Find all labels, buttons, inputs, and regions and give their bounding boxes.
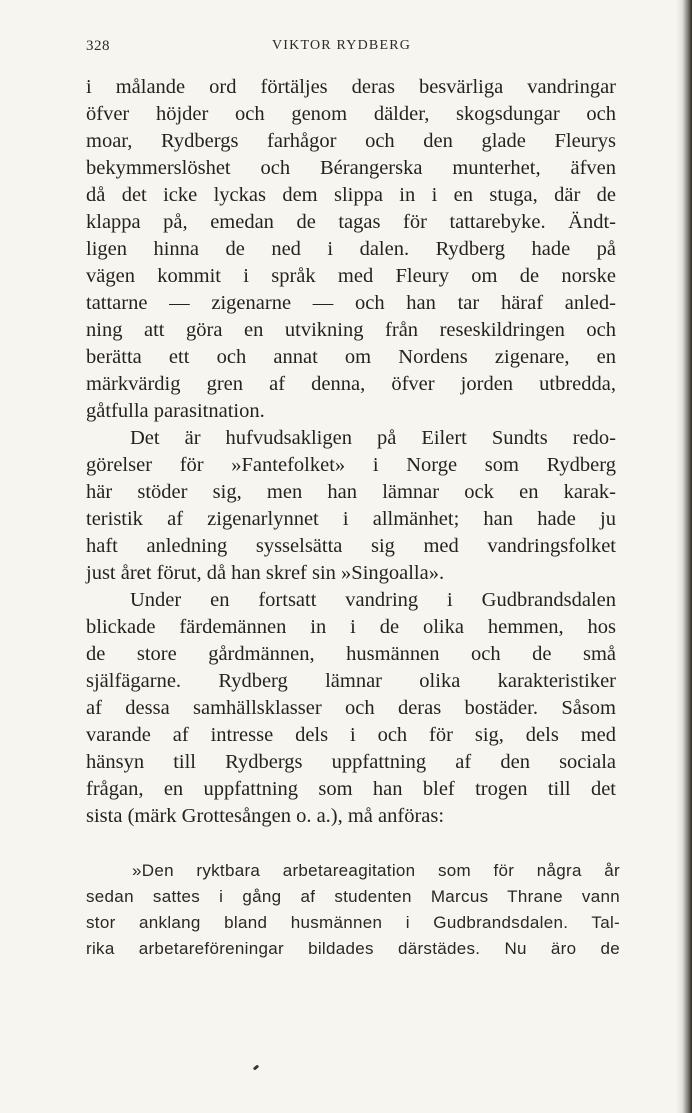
running-head: VIKTOR RYDBERG xyxy=(272,38,412,53)
text-line: i målande ord förtäljes deras besvärliga vandringar xyxy=(86,76,616,98)
paragraph-end-line: gåtfulla parasitnation. xyxy=(86,400,265,422)
text-line: här stöder sig, men han lämnar ock en karak- xyxy=(86,481,616,503)
text-line: varande af intresse dels i och för sig, dels med xyxy=(86,724,616,746)
body-text xyxy=(86,74,616,830)
text-line: haft anledning sysselsätta sig med vandringsfolket xyxy=(86,535,616,557)
ink-speck xyxy=(253,1064,260,1070)
page-edge-shadow xyxy=(676,0,692,1113)
paragraph-end-line: just året förut, då han skref sin »Singoalla». xyxy=(86,562,445,584)
quote-line: sedan sattes i gång af studenten Marcus Thrane vann xyxy=(86,887,620,906)
text-line: frågan, en uppfattning som han blef trogen till det xyxy=(86,778,616,800)
text-line: själfägarne. Rydberg lämnar olika karakteristiker xyxy=(86,670,616,692)
quote-line: »Den ryktbara arbetareagitation som för några år xyxy=(132,861,620,880)
text-line: öfver höjder och genom dälder, skogsdungar och xyxy=(86,103,616,125)
paragraph-end-line: sista (märk Grottesången o. a.), må anföras: xyxy=(86,805,445,827)
text-line: moar, Rydbergs farhågor och den glade Fleurys xyxy=(86,130,616,152)
text-line: då det icke lyckas dem slippa in i en stuga, där de xyxy=(86,184,616,206)
paragraph-start-line: Det är hufvudsakligen på Eilert Sundts redo- xyxy=(130,427,616,449)
quote-line: stor anklang bland husmännen i Gudbrandsdalen. Tal- xyxy=(86,913,620,932)
text-line: af dessa samhällsklasser och deras bostäder. Såsom xyxy=(86,697,616,719)
block-quote xyxy=(86,858,620,962)
text-line: klappa på, emedan de tagas för tattarebyke. Ändt- xyxy=(86,211,616,233)
text-line: hänsyn till Rydbergs uppfattning af den sociala xyxy=(86,751,616,773)
text-line: blickade färdemännen in i de olika hemmen, hos xyxy=(86,616,616,638)
text-line: berätta ett och annat om Nordens zigenare, en xyxy=(86,346,616,368)
text-line: bekymmerslöshet och Bérangerska munterhet, äfven xyxy=(86,157,616,179)
page-header xyxy=(86,38,616,58)
quote-line: rika arbetareföreningar bildades därstädes. Nu äro de xyxy=(86,939,620,958)
text-line: märkvärdig gren af denna, öfver jorden utbredda, xyxy=(86,373,616,395)
text-line: tattarne — zigenarne — och han tar häraf anled- xyxy=(86,292,616,314)
text-line: teristik af zigenarlynnet i allmänhet; han hade ju xyxy=(86,508,616,530)
paragraph-start-line: Under en fortsatt vandring i Gudbrandsdalen xyxy=(130,589,616,611)
text-line: vägen kommit i språk med Fleury om de norske xyxy=(86,265,616,287)
text-line: de store gårdmännen, husmännen och de små xyxy=(86,643,616,665)
text-line: ning att göra en utvikning från reseskildringen och xyxy=(86,319,616,341)
text-line: görelser för »Fantefolket» i Norge som Rydberg xyxy=(86,454,616,476)
text-line: ligen hinna de ned i dalen. Rydberg hade på xyxy=(86,238,616,260)
page-number: 328 xyxy=(86,38,110,54)
